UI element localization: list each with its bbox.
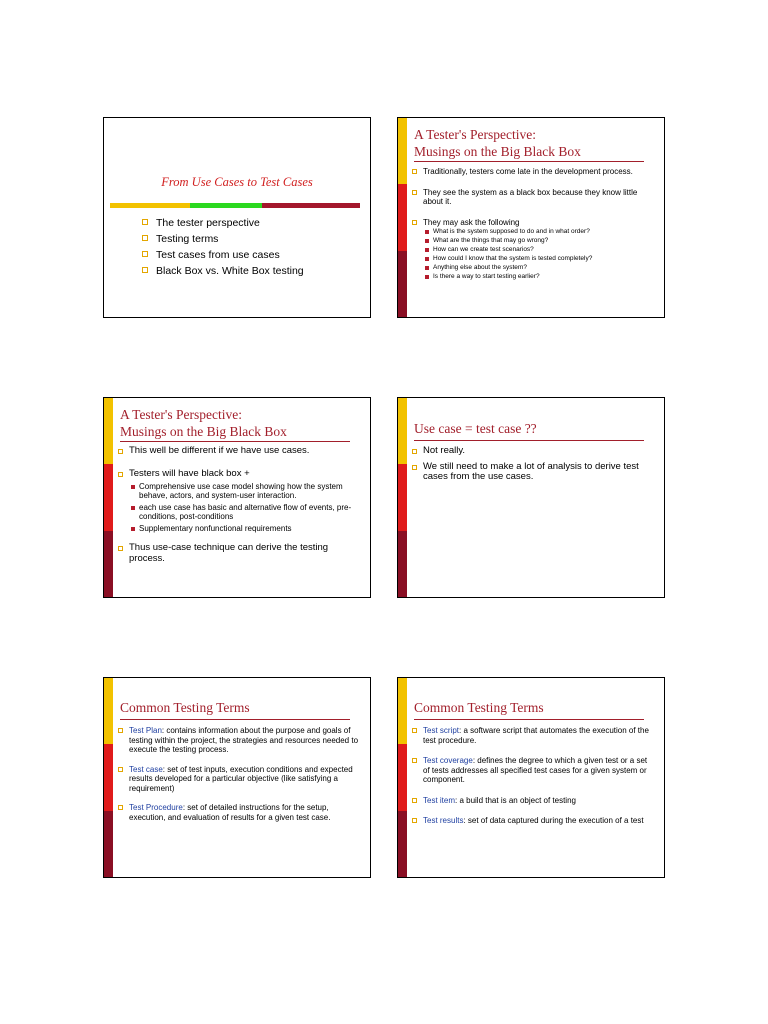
square-bullet-icon [412, 465, 417, 470]
sub-list [423, 227, 656, 281]
square-bullet-icon [118, 472, 123, 477]
sub-bullet-icon [425, 230, 429, 234]
slide-sidebar [398, 118, 407, 317]
square-bullet-icon [142, 219, 148, 225]
sub-bullet-icon [425, 266, 429, 270]
slide-body [412, 167, 656, 281]
divider-green [190, 203, 262, 208]
list-item: Test script: a software script that automates the execution of the test procedure. [412, 726, 656, 745]
square-bullet-icon [412, 728, 417, 733]
sub-list-item: Is there a way to start testing earlier? [423, 272, 656, 281]
list-item: This well be different if we have use cases. [118, 446, 362, 457]
slide-body [118, 726, 362, 833]
list-item: Testers will have black box + Comprehensive use case model showing how the system behave, actors, and system-user interaction. each use case has basic and alternative flow of events, pre-conditions, post-conditions Supplementary nonfunctional requirements [118, 469, 362, 534]
list-item: We still need to make a lot of analysis to derive test cases from the use cases. [412, 462, 656, 483]
list-item: Test Procedure: set of detailed instructions for the setup, execution, and evaluation of results for a given test case. [118, 803, 362, 822]
list-item: Testing terms [142, 231, 304, 247]
square-bullet-icon [412, 169, 417, 174]
sub-list-item: How can we create test scenarios? [423, 245, 656, 254]
title-rule [120, 441, 350, 442]
list-item: Black Box vs. White Box testing [142, 263, 304, 279]
sub-list-item: What are the things that may go wrong? [423, 236, 656, 245]
sub-list-item: Anything else about the system? [423, 263, 656, 272]
square-bullet-icon [118, 449, 123, 454]
list-item: Test results: set of data captured during the execution of a test [412, 816, 656, 826]
slide-sidebar [104, 678, 113, 877]
slide-title: A Tester's Perspective: Musings on the Big Black Box [120, 407, 287, 439]
cover-title: From Use Cases to Test Cases [161, 175, 313, 189]
square-bullet-icon [412, 449, 417, 454]
sub-bullet-icon [131, 527, 135, 531]
list-item: The tester perspective [142, 215, 304, 231]
square-bullet-icon [118, 767, 123, 772]
slide-title: A Tester's Perspective: Musings on the Big Black Box [414, 127, 581, 159]
square-bullet-icon [412, 798, 417, 803]
list-item: Test item: a build that is an object of testing [412, 796, 656, 806]
list-item: Test Plan: contains information about the purpose and goals of testing within the project, the strategies and resources needed to execute the testing process. [118, 726, 362, 755]
square-bullet-icon [118, 728, 123, 733]
sub-bullet-icon [425, 239, 429, 243]
square-bullet-icon [142, 251, 148, 257]
title-rule [414, 161, 644, 162]
square-bullet-icon [412, 758, 417, 763]
divider-red [262, 203, 360, 208]
sub-bullet-icon [131, 485, 135, 489]
square-bullet-icon [412, 818, 417, 823]
slide-1 [103, 117, 371, 318]
sub-list-item: Comprehensive use case model showing how the system behave, actors, and system-user interaction. [129, 482, 362, 500]
square-bullet-icon [142, 267, 148, 273]
square-bullet-icon [412, 220, 417, 225]
slide-2 [397, 117, 665, 318]
list-item: Test case: set of test inputs, execution conditions and expected results developed for a particular objective (like satisfying a requirement) [118, 765, 362, 794]
sub-bullet-icon [131, 506, 135, 510]
slide-body [412, 446, 656, 483]
list-item: Thus use-case technique can derive the testing process. [118, 543, 362, 564]
sub-bullet-icon [425, 257, 429, 261]
square-bullet-icon [142, 235, 148, 241]
slide-sidebar [104, 398, 113, 597]
slide-title: Use case = test case ?? [414, 421, 537, 436]
slide-sidebar [398, 398, 407, 597]
slide-title: Common Testing Terms [120, 700, 250, 715]
sub-list-item: Supplementary nonfunctional requirements [129, 524, 362, 533]
sub-bullet-icon [425, 248, 429, 252]
slide-6 [397, 677, 665, 878]
list-item: Test cases from use cases [142, 247, 304, 263]
slide-title: Common Testing Terms [414, 700, 544, 715]
slide-3 [103, 397, 371, 598]
list-item: Not really. [412, 446, 656, 457]
list-item: They see the system as a black box because they know little about it. [412, 188, 656, 207]
sub-list [129, 482, 362, 533]
title-rule [120, 719, 350, 720]
square-bullet-icon [118, 546, 123, 551]
topic-list [142, 215, 304, 279]
square-bullet-icon [412, 190, 417, 195]
sub-list-item: What is the system supposed to do and in what order? [423, 227, 656, 236]
list-item: Test coverage: defines the degree to which a given test or a set of tests addresses all specified test cases for a given system or component. [412, 756, 656, 785]
title-rule [414, 719, 644, 720]
sub-list-item: each use case has basic and alternative flow of events, pre-conditions, post-conditions [129, 503, 362, 521]
slide-sidebar [398, 678, 407, 877]
slide-body [412, 726, 656, 837]
sub-bullet-icon [425, 275, 429, 279]
slide-4 [397, 397, 665, 598]
divider-yellow [110, 203, 190, 208]
title-rule [414, 440, 644, 441]
list-item: Traditionally, testers come late in the development process. [412, 167, 656, 177]
sub-list-item: How could I know that the system is tested completely? [423, 254, 656, 263]
square-bullet-icon [118, 805, 123, 810]
list-item: They may ask the following What is the system supposed to do and in what order? What are the things that may go wrong? How can we create test scenarios? How could I know that the system is tested completely? Anything else about the system? Is there a way to start testing earlier? [412, 218, 656, 282]
slide-5 [103, 677, 371, 878]
slide-body [118, 446, 362, 564]
